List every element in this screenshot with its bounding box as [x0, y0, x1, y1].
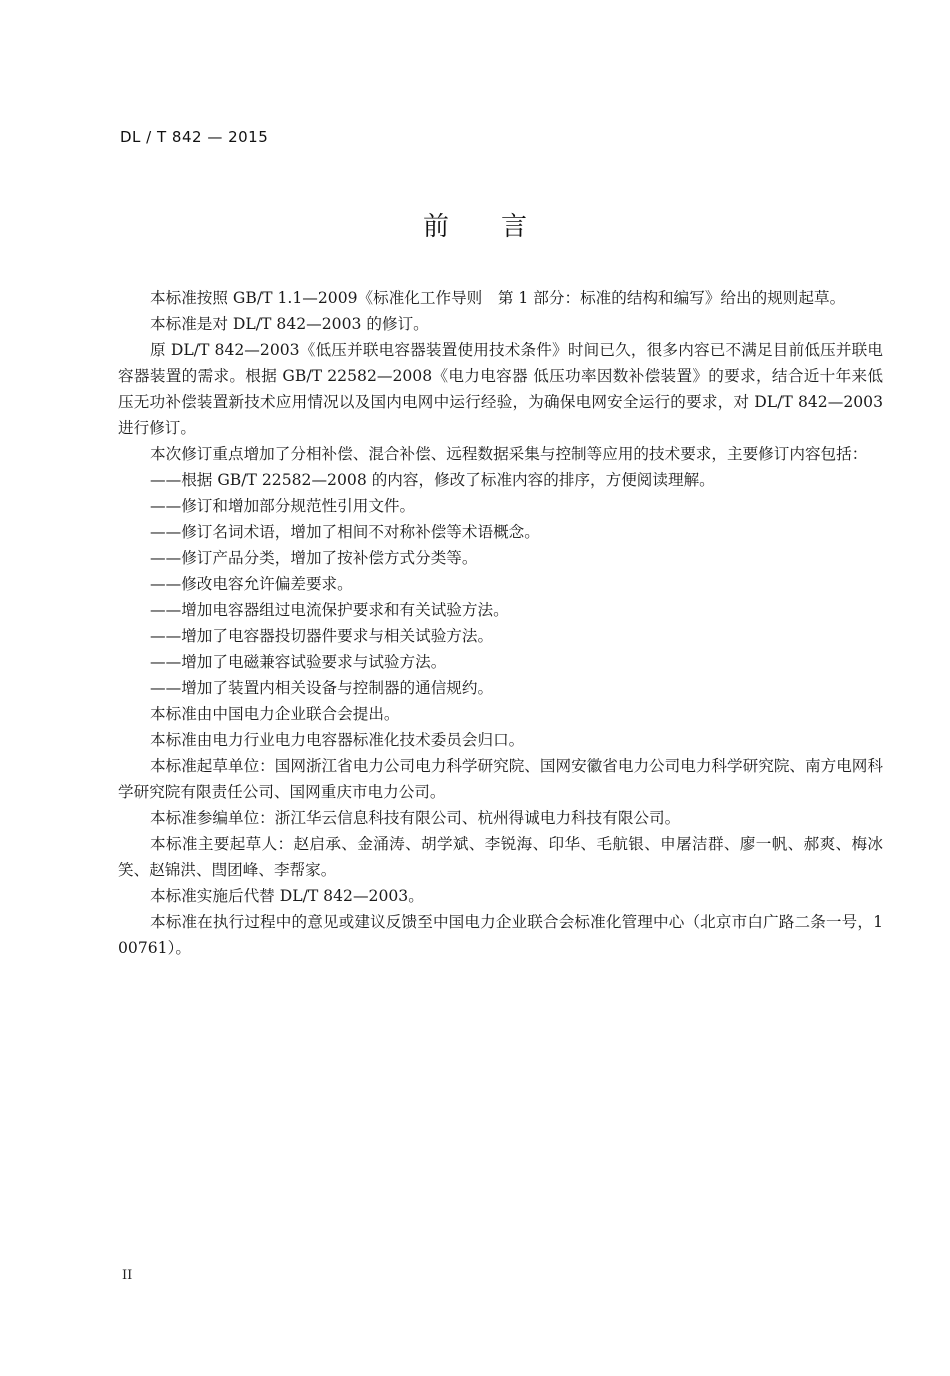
paragraph-background: 原 DL/T 842—2003《低压并联电容器装置使用技术条件》时间已久，很多内容已不满足目前低压并联电容器装置的需求。根据 GB/T 22582—2008《电力电容器 低压功率因数补偿装置》的要求，结合近十年来低压无功补偿装置新技术应用情况以及国内电网中运行经验，为确保电网安全运行的要求，对 DL/T 842—2003 进行修订。: [118, 341, 884, 437]
revision-item: ——修订和增加部分规范性引用文件。: [150, 497, 416, 515]
paragraph-drafting-rules: 本标准按照 GB/T 1.1—2009《标准化工作导则 第 1 部分：标准的结构和编写》给出的规则起草。: [150, 289, 846, 307]
revision-item: ——增加了装置内相关设备与控制器的通信规约。: [150, 679, 494, 697]
page-title: 前言: [422, 212, 579, 242]
revision-item: ——修改电容允许偏差要求。: [150, 575, 353, 593]
paragraph-committee: 本标准由电力行业电力电容器标准化技术委员会归口。: [150, 731, 525, 749]
revision-item: ——增加了电磁兼容试验要求与试验方法。: [150, 653, 447, 671]
revision-item: ——根据 GB/T 22582—2008 的内容，修改了标准内容的排序，方便阅读理解。: [150, 471, 715, 489]
revision-item: ——修订名词术语，增加了相间不对称补偿等术语概念。: [150, 523, 540, 541]
paragraph-drafting-units: 本标准起草单位：国网浙江省电力公司电力科学研究院、国网安徽省电力公司电力科学研究院、南方电网科学研究院有限责任公司、国网重庆市电力公司。: [118, 757, 883, 801]
revision-item: ——增加电容器组过电流保护要求和有关试验方法。: [150, 601, 509, 619]
paragraph-replacement: 本标准实施后代替 DL/T 842—2003。: [150, 887, 424, 905]
revision-item: ——增加了电容器投切器件要求与相关试验方法。: [150, 627, 494, 645]
paragraph-revision-note: 本标准是对 DL/T 842—2003 的修订。: [150, 315, 429, 333]
paragraph-proposer: 本标准由中国电力企业联合会提出。: [150, 705, 400, 723]
standard-code-header: DL / T 842 — 2015: [120, 128, 269, 146]
page-number: II: [122, 1268, 133, 1283]
paragraph-revision-focus: 本次修订重点增加了分相补偿、混合补偿、远程数据采集与控制等应用的技术要求，主要修订内容包括：: [150, 445, 868, 463]
document-body: [118, 285, 883, 961]
paragraph-participating-units: 本标准参编单位：浙江华云信息科技有限公司、杭州得诚电力科技有限公司。: [150, 809, 681, 827]
paragraph-drafters: 本标准主要起草人：赵启承、金涌涛、胡学斌、李锐海、印华、毛航银、申屠洁群、廖一帆、郝爽、梅冰笑、赵锦洪、閆团峰、李帮家。: [118, 835, 883, 879]
paragraph-feedback: 本标准在执行过程中的意见或建议反馈至中国电力企业联合会标准化管理中心（北京市白广路二条一号，100761）。: [118, 913, 883, 957]
revision-item: ——修订产品分类，增加了按补偿方式分类等。: [150, 549, 478, 567]
